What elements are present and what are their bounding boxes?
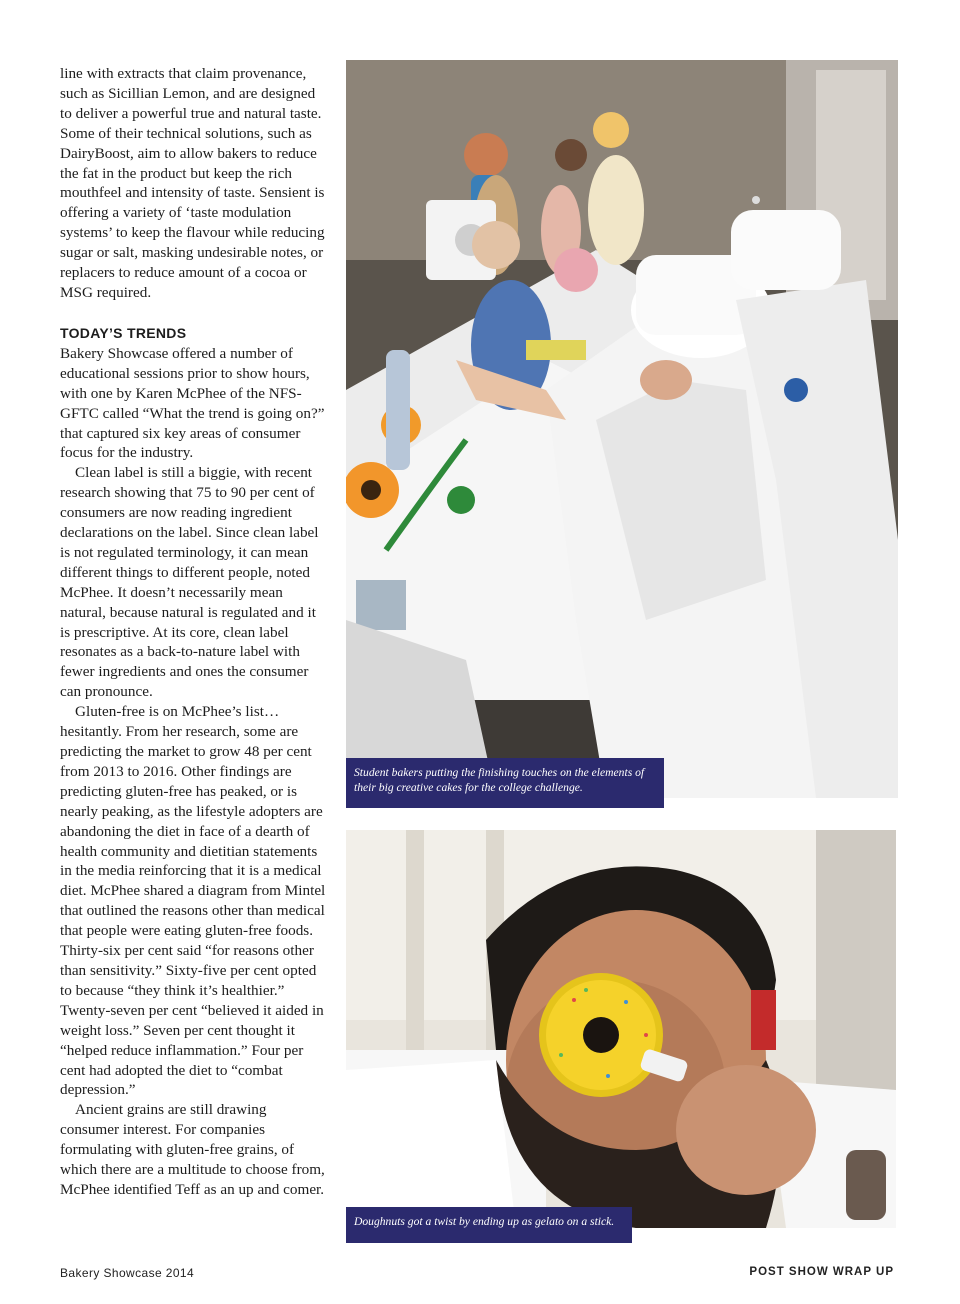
body-paragraph: Ancient grains are still drawing consumer interest. For companies formulating with gluten-free grains, of which there are a multitude to choose from, McPhee identified Teff as an up and comer.: [60, 1101, 325, 1198]
body-paragraph: Gluten-free is on McPhee’s list… hesitantly. From her research, some are predicting the market to grow 48 per cent from 2013 to 2016. Other findings are predicting gluten-free has peaked, or is nearly peaking, as the lifestyle adopters are abandoning the diet in face of a dearth of health community and dietitian statements in the media reinforcing that it is a medical diet. McPhee shared a diagram from Mintel that outlined the reasons other than medical that people were eating gluten-free foods. Thirty-six per cent said “for reasons other than sensitivity.” Sixty-five per cent opted to because “they think it’s healthier.” Twenty-seven per cent “believed it aided in weight loss.” Seven per cent thought it “helped reduce inflammation.” Four per cent had adopted the diet to “combat depression.”: [60, 703, 326, 1099]
doughnut-gelato-photo: [346, 830, 896, 1228]
section-heading: TODAY’S TRENDS: [60, 324, 187, 341]
body-paragraph: Bakery Showcase offered a number of educational sessions prior to show hours, with one by Karen McPhee of the NFS-GFTC called “What the trend is going on?” that captured six key areas of consumer focus for the industry.: [60, 344, 325, 462]
article-column: [60, 64, 328, 1200]
body-paragraph: Clean label is still a biggie, with recent research showing that 75 to 90 per cent of consumers are now reading ingredient declarations on the label. Since clean label is not regulated terminology, it can mean different things to different people, noted McPhee. It doesn’t necessarily mean natural, because natural is regulated and it is prescriptive. At its core, clean label resonates as a back-to-nature label with fewer ingredients and ones the consumer can pronounce.: [60, 464, 319, 701]
footer-publication: Bakery Showcase 2014: [60, 1266, 195, 1280]
intro-paragraph: line with extracts that claim provenance, such as Sicillian Lemon, and are designed to deliver a powerful true and natural taste. Some of their technical solutions, such as DairyBoost, aim to allow bakers to reduce the fat in the product but keep the rich mouthfeel and intensity of taste. Sensient is offering a variety of ‘taste modulation systems’ to keep the flavour while reducing sugar or salt, masking undesirable notes, or replacers to reduce amount of a cocoa or MSG required.: [60, 65, 325, 301]
bottom-photo-caption: Doughnuts got a twist by ending up as gelato on a stick.: [346, 1207, 632, 1243]
footer-section: POST SHOW WRAP UP: [749, 1266, 894, 1278]
student-bakers-photo: [346, 60, 898, 798]
top-photo-caption: Student bakers putting the finishing touches on the elements of their big creative cakes for the college challenge.: [346, 758, 664, 808]
